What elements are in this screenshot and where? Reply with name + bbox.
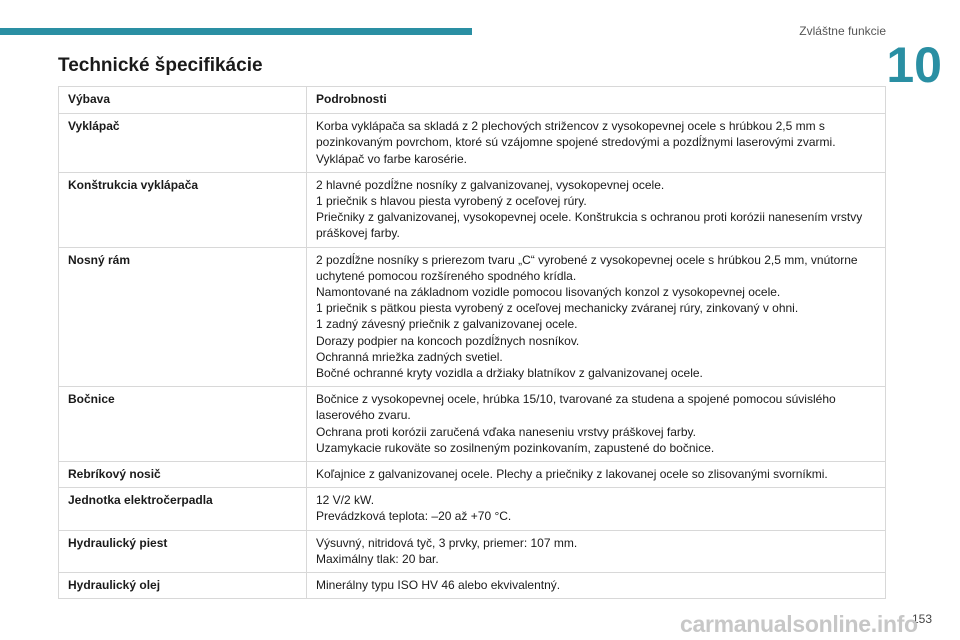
row-item-details: [307, 172, 886, 247]
row-item-name: Nosný rám: [59, 247, 307, 387]
table-header-row: [59, 87, 886, 114]
watermark: carmanualsonline.info: [680, 611, 918, 637]
detail-line: pozinkovaným povrchom, ktoré sú vzájomne spojené stredovými a pozdĺžnymi laserovými zvarmi.: [316, 135, 836, 150]
table-row: [59, 247, 886, 387]
detail-line: 1 priečnik s hlavou piesta vyrobený z oceľovej rúry.: [316, 194, 587, 209]
detail-line: 1 zadný závesný priečnik z galvanizovanej ocele.: [316, 317, 578, 332]
page-number: 153: [911, 612, 932, 626]
detail-line: 2 pozdĺžne nosníky s prierezom tvaru „C“ vyrobené z vysokopevnej ocele s hrúbkou 2,5 mm, vnútorne: [316, 252, 858, 267]
detail-line: uchytené pomocou rozšíreného spodného krídla.: [316, 268, 577, 283]
detail-line: Maximálny tlak: 20 bar.: [316, 551, 439, 566]
table-row: [59, 488, 886, 530]
row-item-name: Konštrukcia vyklápača: [59, 172, 307, 247]
detail-line: Bočné ochranné kryty vozidla a držiaky blatníkov z galvanizovanej ocele.: [316, 366, 703, 381]
detail-line: 1 priečnik s pätkou piesta vyrobený z oceľovej mechanicky zváranej rúry, zinkovaný v ohni.: [316, 301, 799, 316]
row-item-name: Jednotka elektročerpadla: [59, 488, 307, 530]
specifications-table-body: [59, 114, 886, 599]
detail-line: 2 hlavné pozdĺžne nosníky z galvanizovanej, vysokopevnej ocele.: [316, 177, 665, 192]
row-item-details: [307, 247, 886, 387]
row-item-name: Hydraulický piest: [59, 530, 307, 572]
detail-line: Ochrana proti korózii zaručená vďaka naneseniu vrstvy práškovej farby.: [316, 424, 696, 439]
detail-line: Koľajnice z galvanizovanej ocele. Plechy a priečniky z lakovanej ocele so zlisovanými svorníkmi.: [316, 467, 828, 482]
table-row: [59, 530, 886, 572]
chapter-number: 10: [886, 37, 942, 93]
detail-line: 12 V/2 kW.: [316, 493, 375, 508]
table-row: [59, 462, 886, 488]
row-item-name: Rebríkový nosič: [59, 462, 307, 488]
table-row: [59, 387, 886, 462]
row-item-details: [307, 488, 886, 530]
row-item-details: [307, 573, 886, 599]
row-item-name: Hydraulický olej: [59, 573, 307, 599]
row-item-details: [307, 387, 886, 462]
detail-line: Korba vyklápača sa skladá z 2 plechových strižencov z vysokopevnej ocele s hrúbkou 2,5 mm s: [316, 119, 825, 134]
section-label: Zvláštne funkcie: [799, 24, 886, 38]
row-item-name: Vyklápač: [59, 114, 307, 173]
detail-line: laserového zvaru.: [316, 408, 411, 423]
row-item-details: [307, 530, 886, 572]
detail-line: Dorazy podpier na koncoch pozdĺžnych nosníkov.: [316, 333, 580, 348]
detail-line: Priečniky z galvanizovanej, vysokopevnej ocele. Konštrukcia s ochranou proti korózii nanesením vrstvy: [316, 210, 863, 225]
table-row: [59, 172, 886, 247]
header-accent-bar: [0, 28, 472, 35]
detail-line: Bočnice z vysokopevnej ocele, hrúbka 15/10, tvarované za studena a spojené pomocou súvislého: [316, 392, 836, 407]
row-item-details: [307, 114, 886, 173]
table-row: [59, 114, 886, 173]
column-header-details: Podrobnosti: [307, 87, 886, 114]
row-item-details: [307, 462, 886, 488]
detail-line: Prevádzková teplota: –20 až +70 °C.: [316, 509, 512, 524]
detail-line: práškovej farby.: [316, 226, 400, 241]
detail-line: Minerálny typu ISO HV 46 alebo ekvivalentný.: [316, 578, 561, 593]
detail-line: Vyklápač vo farbe karosérie.: [316, 151, 467, 166]
detail-line: Ochranná mriežka zadných svetiel.: [316, 349, 503, 364]
page-title: Technické špecifikácie: [58, 55, 263, 76]
column-header-equipment: Výbava: [59, 87, 307, 114]
row-item-name: Bočnice: [59, 387, 307, 462]
table-row: [59, 573, 886, 599]
detail-line: Uzamykacie rukoväte so zosilneným pozinkovaním, zapustené do bočnice.: [316, 440, 715, 455]
detail-line: Namontované na základnom vozidle pomocou lisovaných konzol z vysokopevnej ocele.: [316, 285, 781, 300]
detail-line: Výsuvný, nitridová tyč, 3 prvky, priemer: 107 mm.: [316, 535, 578, 550]
specifications-table: [58, 86, 886, 599]
